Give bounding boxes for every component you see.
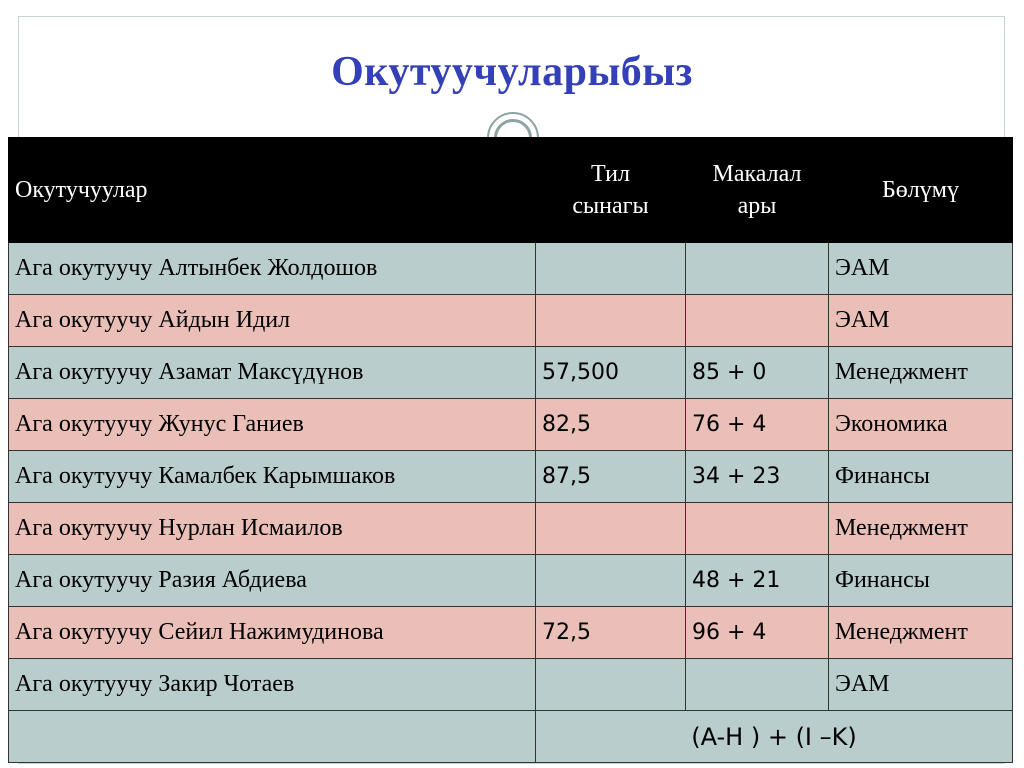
department: Экономика — [829, 399, 1013, 451]
articles-count: 34 + 23 — [686, 451, 829, 503]
table-header-row — [9, 138, 1013, 243]
language-test-score — [536, 243, 686, 295]
department: Менеджмент — [829, 347, 1013, 399]
articles-count: 48 + 21 — [686, 555, 829, 607]
table-footer-row — [9, 711, 1013, 763]
table-row — [9, 451, 1013, 503]
language-test-score — [536, 555, 686, 607]
teacher-name: Ага окутуучу Камалбек Карымшаков — [9, 451, 536, 503]
staff-table — [8, 137, 1013, 763]
department: ЭАМ — [829, 659, 1013, 711]
footer-empty-cell — [9, 711, 536, 763]
header-language-test — [536, 138, 686, 243]
department: Менеджмент — [829, 607, 1013, 659]
header-teachers: Окутучуулар — [9, 138, 536, 243]
teacher-name: Ага окутуучу Разия Абдиева — [9, 555, 536, 607]
header-department: Бөлүмү — [829, 138, 1013, 243]
table-row — [9, 295, 1013, 347]
department: Финансы — [829, 451, 1013, 503]
articles-count — [686, 503, 829, 555]
table-row — [9, 347, 1013, 399]
language-test-score: 82,5 — [536, 399, 686, 451]
language-test-score: 72,5 — [536, 607, 686, 659]
header-articles — [686, 138, 829, 243]
language-test-score — [536, 295, 686, 347]
teacher-name: Ага окутуучу Нурлан Исмаилов — [9, 503, 536, 555]
teacher-name: Ага окутуучу Айдын Идил — [9, 295, 536, 347]
articles-count — [686, 243, 829, 295]
table-row — [9, 399, 1013, 451]
articles-count: 85 + 0 — [686, 347, 829, 399]
table-row — [9, 607, 1013, 659]
header-language-test-line1: Тил — [591, 161, 630, 187]
department: ЭАМ — [829, 295, 1013, 347]
articles-count — [686, 295, 829, 347]
header-language-test-line2: сынагы — [572, 193, 649, 219]
language-test-score: 57,500 — [536, 347, 686, 399]
articles-count: 96 + 4 — [686, 607, 829, 659]
language-test-score — [536, 503, 686, 555]
articles-count: 76 + 4 — [686, 399, 829, 451]
footer-formula: (A-H ) + (I –K) — [536, 711, 1013, 763]
department: Менеджмент — [829, 503, 1013, 555]
teacher-name: Ага окутуучу Азамат Максүдүнов — [9, 347, 536, 399]
table-row — [9, 503, 1013, 555]
department: ЭАМ — [829, 243, 1013, 295]
teacher-name: Ага окутуучу Сейил Нажимудинова — [9, 607, 536, 659]
table-row — [9, 243, 1013, 295]
language-test-score: 87,5 — [536, 451, 686, 503]
teacher-name: Ага окутуучу Закир Чотаев — [9, 659, 536, 711]
department: Финансы — [829, 555, 1013, 607]
articles-count — [686, 659, 829, 711]
teacher-name: Ага окутуучу Алтынбек Жолдошов — [9, 243, 536, 295]
table-row — [9, 659, 1013, 711]
header-articles-line2: ары — [737, 193, 777, 219]
language-test-score — [536, 659, 686, 711]
teacher-name: Ага окутуучу Жунус Ганиев — [9, 399, 536, 451]
table-row — [9, 555, 1013, 607]
header-articles-line1: Макалал — [712, 161, 802, 187]
page-title: Окутуучуларыбыз — [331, 49, 693, 95]
